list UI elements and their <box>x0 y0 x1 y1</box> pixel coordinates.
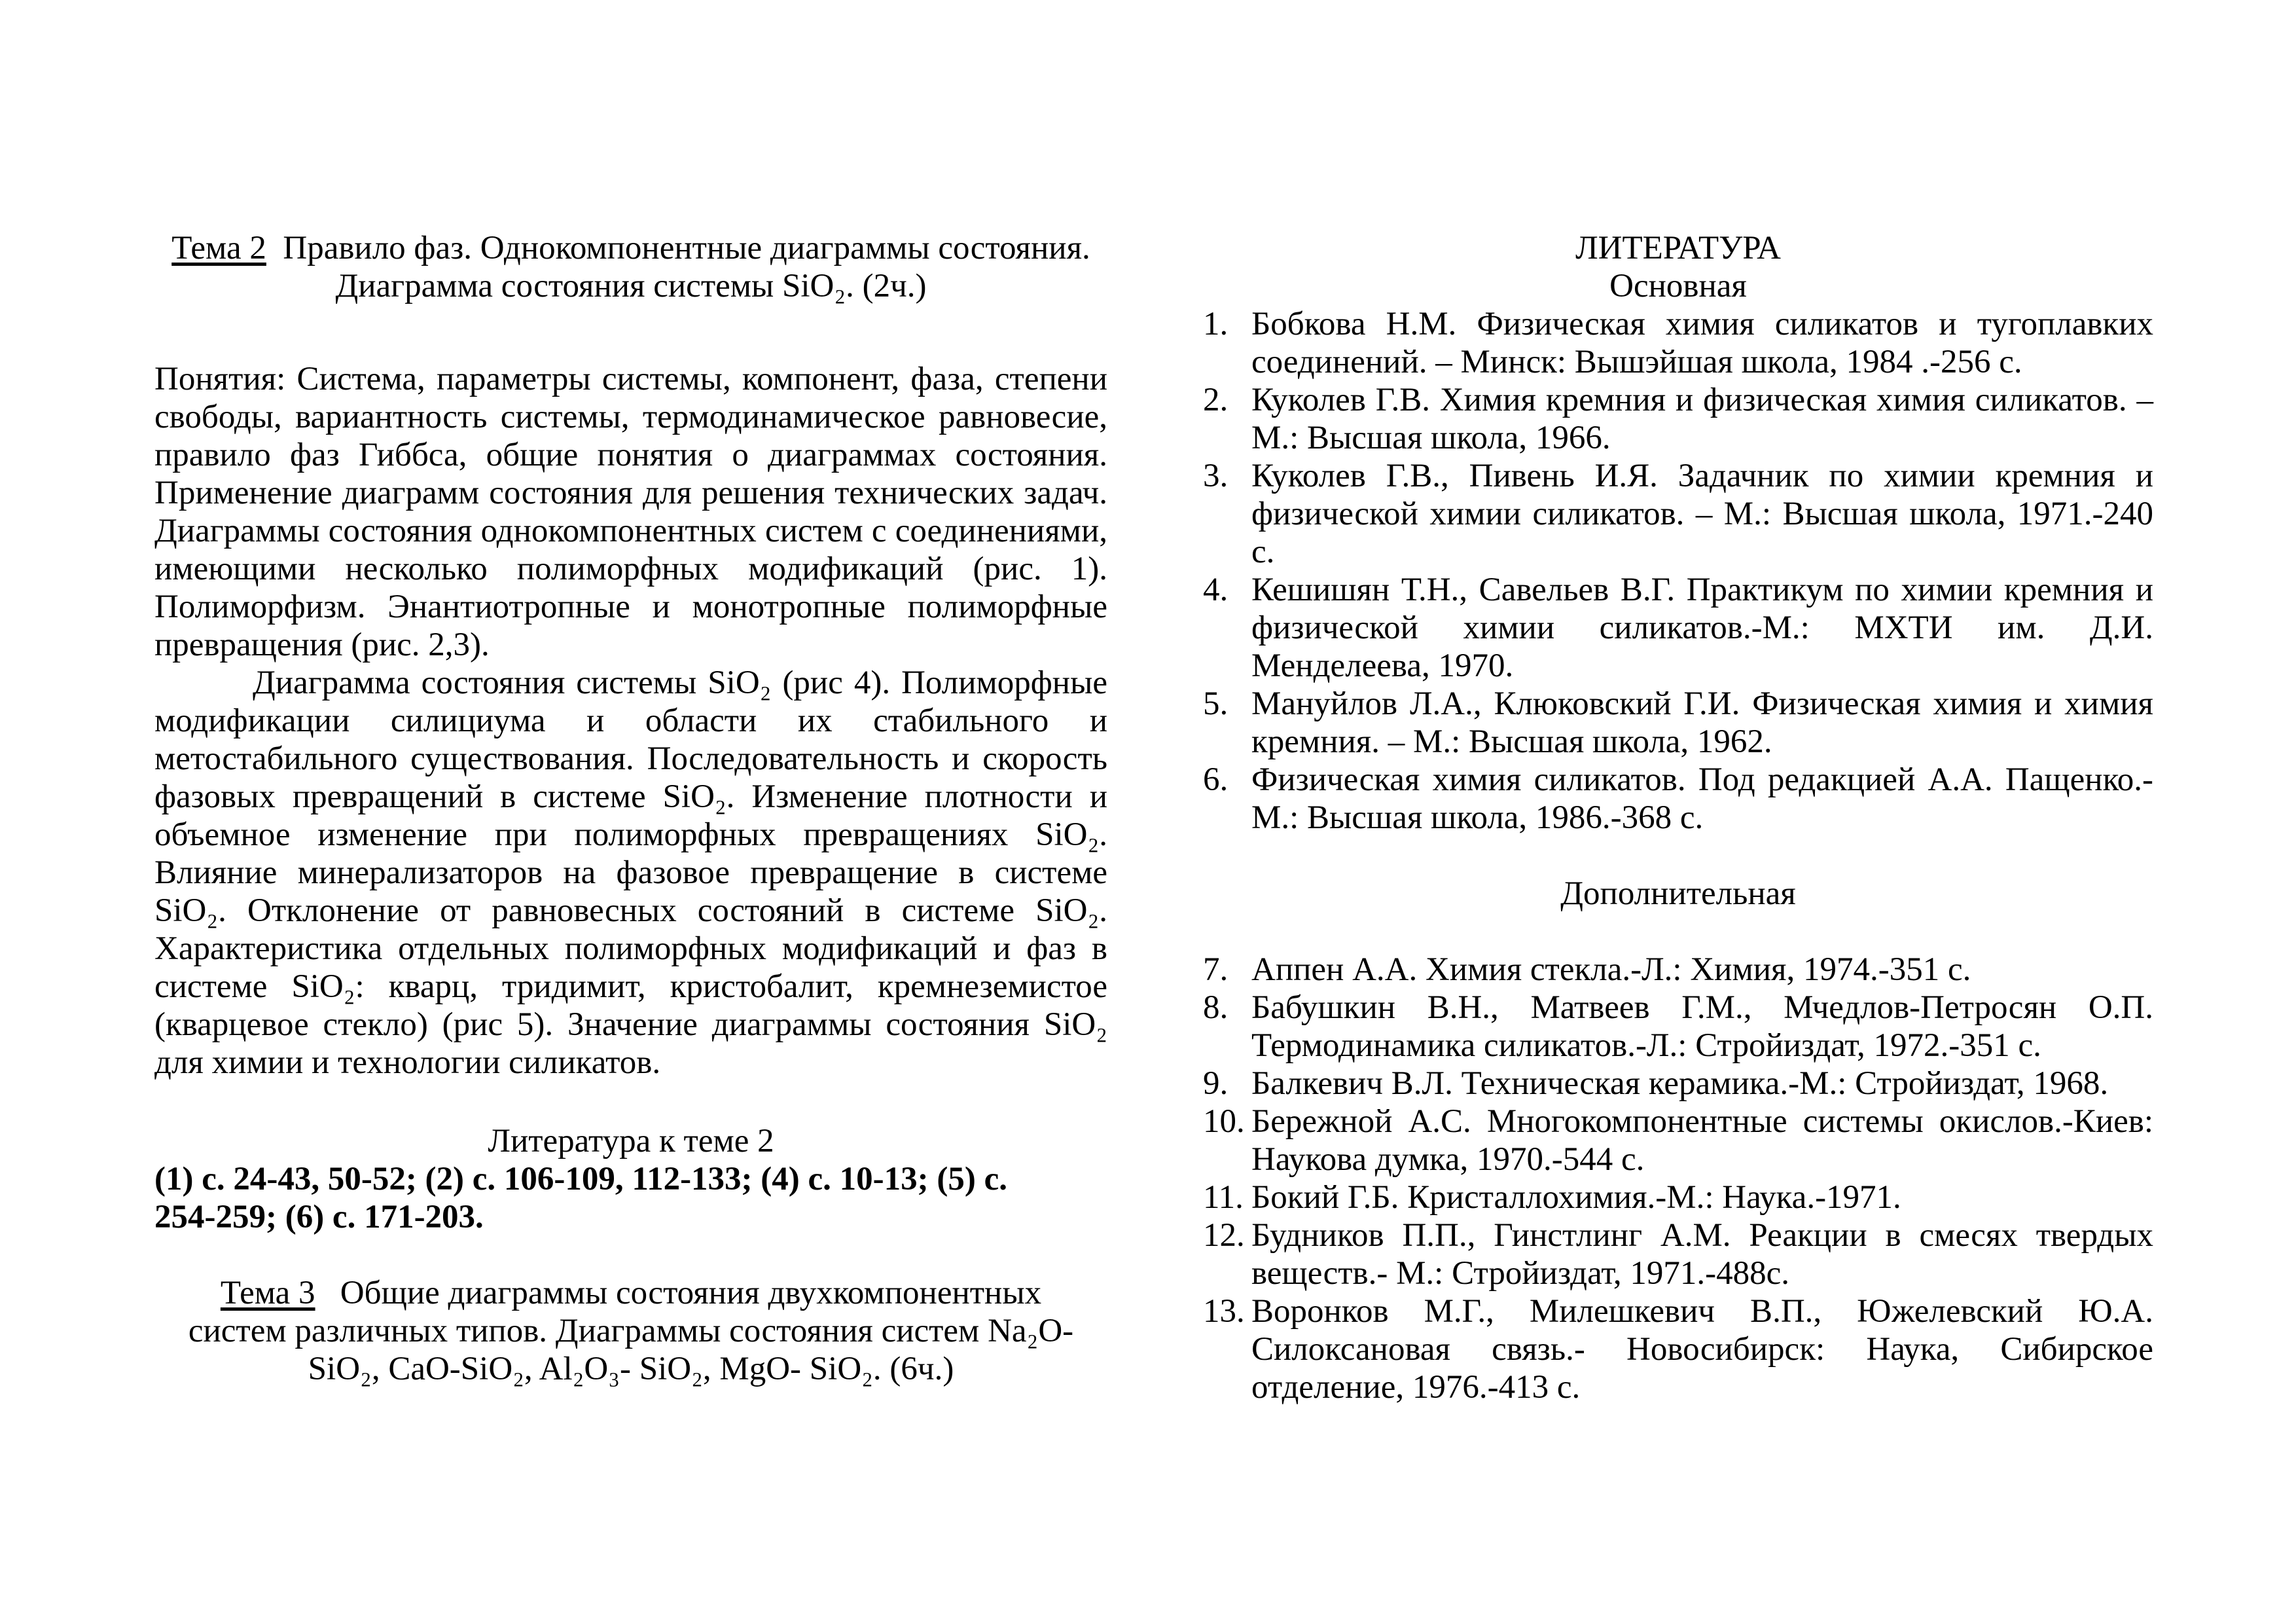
reference-item <box>1203 951 2153 989</box>
reference-number: 5. <box>1203 685 1229 722</box>
reference-number: 12. <box>1203 1217 1245 1254</box>
reference-text: Мануйлов Л.А., Клюковский Г.И. Физическая химия и химия кремния. – М.: Высшая школа, 1962. <box>1251 685 2153 760</box>
main-literature-list <box>1203 305 2153 837</box>
reference-text: Бабушкин В.Н., Матвеев Г.М., Мчедлов-Петросян О.П. Термодинамика силикатов.-Л.: Стройиздат, 1972.-351 с. <box>1251 989 2153 1064</box>
reference-number: 1. <box>1203 306 1229 342</box>
reference-item <box>1203 761 2153 837</box>
left-column <box>154 229 1107 1388</box>
reference-text: Воронков М.Г., Милешкевич В.П., Южелевский Ю.А. Силоксановая связь.- Новосибирск: Наука, Сибирское отделение, 1976.-413 с. <box>1251 1293 2153 1406</box>
reference-text: Аппен А.А. Химия стекла.-Л.: Химия, 1974.-351 с. <box>1251 951 1971 988</box>
main-literature-heading: Основная <box>1609 268 1747 304</box>
reference-text: Бокий Г.Б. Кристаллохимия.-М.: Наука.-1971. <box>1251 1179 1901 1216</box>
reference-number: 4. <box>1203 572 1229 608</box>
sio2-paragraph: Диаграмма состояния системы SiO₂ (рис 4). Полиморфные модификации силициума и области их стабильного и метостабильного существования. Последовательность и скорость фазовых превращений в системе SiO₂. Изменение плотности и объемное изменение при полиморфных превращениях SiO₂. Влияние минерализаторов на фазовое превращение в системе SiO₂. Отклонение от равновесных состояний в системе SiO₂. Характеристика отдельных полиморфных модификаций и фаз в системе SiO₂: кварц, тридимит, кристобалит, кремнеземистое (кварцевое стекло) (рис 5). Значение диаграммы состояния SiO₂ для химии и технологии силикатов. <box>154 665 1107 1081</box>
reference-number: 10. <box>1203 1103 1245 1140</box>
concepts-paragraph: Понятия: Система, параметры системы, компонент, фаза, степени свободы, вариантность системы, термодинамическое равновесие, правило фаз Гиббса, общие понятия о диаграммах состояния. Применение диаграмм состояния для решения технических задач. Диаграммы состояния однокомпонентных систем с соединениями, имеющими несколько полиморфных модификаций (рис. 1). Полиморфизм. Энантиотропные и монотропные полиморфные превращения (рис. 2,3). <box>154 361 1107 663</box>
topic-2-title-line2: Диаграмма состояния системы SiO₂. (2ч.) <box>335 268 927 304</box>
reference-number: 13. <box>1203 1293 1245 1330</box>
reference-item <box>1203 305 2153 381</box>
topic-2-label: Тема 2 <box>171 230 266 266</box>
reference-number: 11. <box>1203 1179 1244 1216</box>
reference-number: 3. <box>1203 458 1229 494</box>
reference-number: 9. <box>1203 1065 1229 1102</box>
reference-text: Бобкова Н.М. Физическая химия силикатов и тугоплавких соединений. – Минск: Вышэйшая школа, 1984 .-256 с. <box>1251 306 2153 380</box>
reference-number: 8. <box>1203 989 1229 1026</box>
reference-text: Физическая химия силикатов. Под редакцией А.А. Пащенко.-М.: Высшая школа, 1986.-368 с. <box>1251 761 2153 836</box>
reference-number: 6. <box>1203 761 1229 798</box>
reference-item <box>1203 1103 2153 1178</box>
reference-item <box>1203 1216 2153 1292</box>
reference-item <box>1203 1065 2153 1103</box>
reference-text: Будников П.П., Гинстлинг А.М. Реакции в смесях твердых веществ.- М.: Стройиздат, 1971.-488с. <box>1251 1217 2153 1292</box>
topic-2-title-line1: Правило фаз. Однокомпонентные диаграммы состояния. <box>283 230 1090 266</box>
extra-literature-list <box>1203 951 2153 1406</box>
reference-text: Куколев Г.В., Пивень И.Я. Задачник по химии кремния и физической химии силикатов. – М.: Высшая школа, 1971.-240 с. <box>1251 458 2153 570</box>
reference-item <box>1203 1178 2153 1216</box>
reference-item <box>1203 685 2153 761</box>
literature-heading: ЛИТЕРАТУРА <box>1575 230 1781 266</box>
right-column <box>1203 229 2153 1406</box>
reference-number: 7. <box>1203 951 1229 988</box>
topic-2-heading <box>154 229 1107 305</box>
reference-text: Кешишян Т.Н., Савельев В.Г. Практикум по химии кремния и физической химии силикатов.-М.: МХТИ им. Д.И. Менделеева, 1970. <box>1251 572 2153 684</box>
reference-item <box>1203 381 2153 457</box>
reference-text: Бережной А.С. Многокомпонентные системы окислов.-Киев: Наукова думка, 1970.-544 с. <box>1251 1103 2153 1178</box>
reference-item <box>1203 1292 2153 1406</box>
reference-number: 2. <box>1203 382 1229 418</box>
reference-item <box>1203 457 2153 571</box>
literature-topic-2-refs: (1) с. 24-43, 50-52; (2) с. 106-109, 112-133; (4) с. 10-13; (5) с. 254-259; (6) с. 171-203. <box>154 1161 1007 1235</box>
reference-item <box>1203 571 2153 685</box>
reference-text: Куколев Г.В. Химия кремния и физическая химия силикатов. – М.: Высшая школа, 1966. <box>1251 382 2153 456</box>
topic-3-title: Общие диаграммы состояния двухкомпонентных систем различных типов. Диаграммы состояния систем Na₂O-SiO₂, CaO-SiO₂, Al₂O₃- SiO₂, MgO- SiO₂. (6ч.) <box>188 1275 1074 1387</box>
reference-item <box>1203 989 2153 1065</box>
literature-topic-2-heading: Литература к теме 2 <box>488 1123 774 1159</box>
topic-3-label: Тема 3 <box>220 1275 315 1311</box>
extra-literature-heading: Дополнительная <box>1560 875 1796 912</box>
topic-3-heading <box>154 1274 1107 1388</box>
reference-text: Балкевич В.Л. Техническая керамика.-М.: Стройиздат, 1968. <box>1251 1065 2109 1102</box>
